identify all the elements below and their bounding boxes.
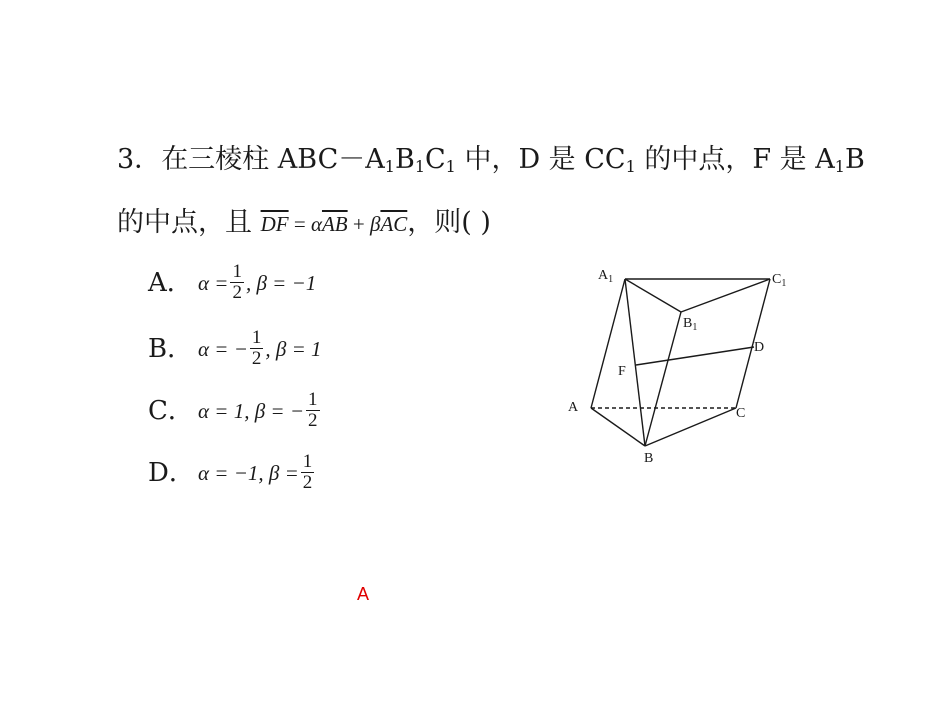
option-d[interactable]: D． α = −1, β = $\frac{1}{2}$: [148, 451, 313, 493]
question-number: 3．: [117, 144, 162, 175]
segment-f-d: [636, 347, 754, 365]
fraction: $\frac{1}{2}$: [302, 451, 313, 493]
label-b1: $B_1$: [683, 316, 698, 333]
option-b[interactable]: B． α = − $\frac{1}{2}$ , β = 1: [148, 327, 322, 369]
edge-b1-b: [645, 312, 681, 446]
edge-a1-a: [591, 279, 625, 408]
answer-text: A: [357, 584, 370, 604]
edge-b-c: [645, 408, 736, 446]
fraction: $\frac{1}{2}$: [251, 327, 262, 369]
fraction: $\frac{1}{2}$: [232, 261, 242, 303]
label-d: D: [754, 340, 765, 355]
label-a1: $A_1$: [598, 268, 614, 285]
vector-equation: $\overline{DF} = \alpha\overline{AB} + \beta\overline{AC}$: [260, 212, 408, 236]
label-c: C: [736, 406, 746, 421]
vector-ab: $\overline{AB}$: [321, 212, 348, 236]
vector-ac: $\overline{AC}$: [380, 212, 408, 236]
label-f: F: [618, 364, 626, 379]
fraction: $\frac{1}{2}$: [308, 389, 318, 431]
question-line-2: 的中点，且 $\overline{DF} = \alpha\overline{AB} + \beta\overline{AC}$，则( ): [117, 207, 491, 238]
edge-a-b: [591, 408, 645, 446]
edge-c1-c: [736, 279, 770, 408]
edge-a1-b1: [625, 279, 681, 312]
label-b: B: [644, 451, 654, 466]
option-c[interactable]: C． α = 1, β = − $\frac{1}{2}$: [148, 389, 318, 431]
question-line-1: 3．在三棱柱 $ABC-A_1B_1C_1$ 中，D 是 $CC_1$ 的中点，F 是 $A_1B$: [117, 144, 865, 176]
edge-b1-c1: [681, 279, 770, 312]
edge-a1-b: [625, 279, 645, 446]
question-text: 在三棱柱 ABC－A: [161, 144, 385, 175]
option-a[interactable]: A． α = $\frac{1}{2}$ , β = −1: [148, 261, 317, 303]
vector-df: $\overline{DF}$: [260, 212, 289, 236]
label-c1: $C_1$: [772, 272, 787, 289]
prism-figure: [555, 255, 805, 475]
label-a: A: [568, 400, 579, 415]
